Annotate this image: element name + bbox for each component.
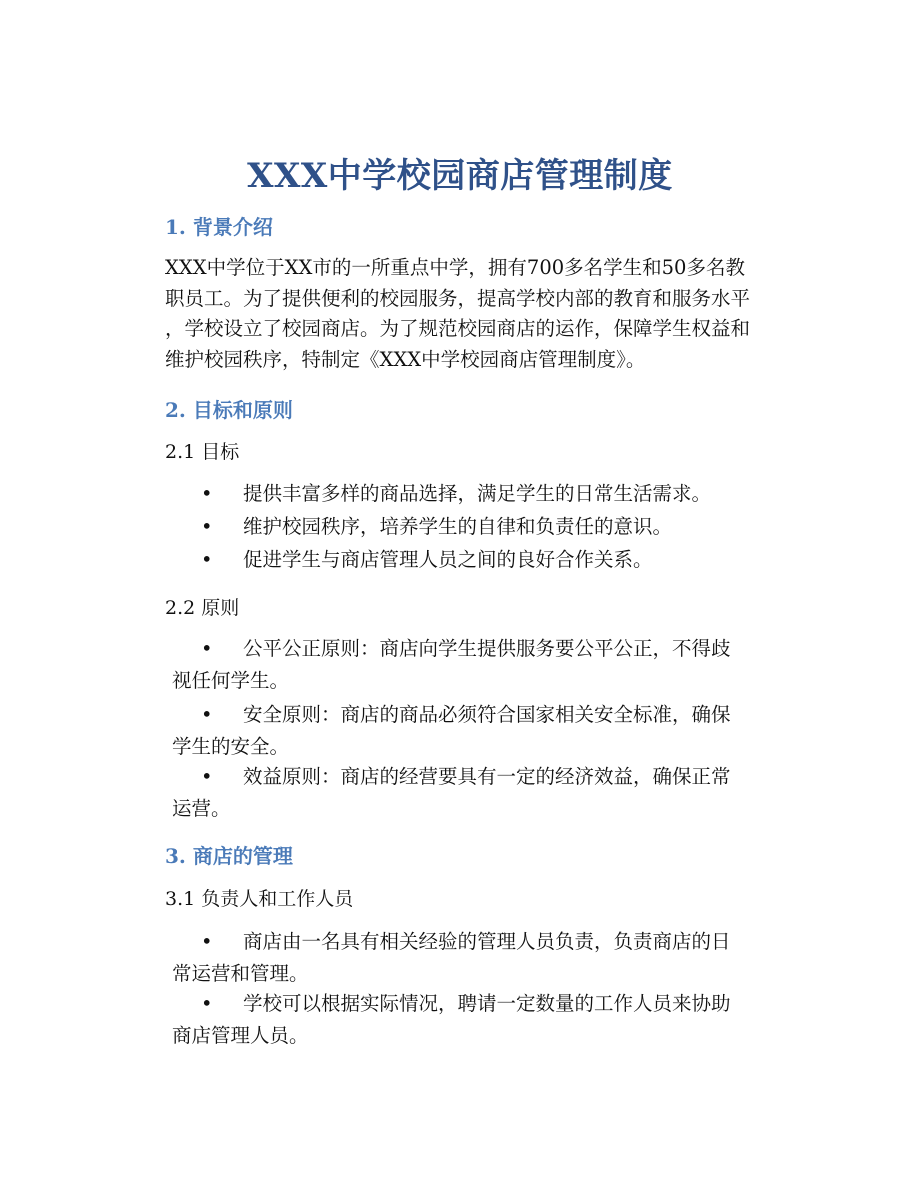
list-item-text: 提供丰富多样的商品选择，满足学生的日常生活需求。 [243, 482, 712, 505]
list-item-text-continued: 商店管理人员。 [172, 1024, 309, 1047]
paragraph-line: XXX中学位于XX市的一所重点中学，拥有700多名学生和50多名教 [165, 256, 745, 279]
bullet-icon: • [201, 703, 213, 726]
list-item-text: 维护校园秩序，培养学生的自律和负责任的意识。 [243, 515, 673, 538]
background-paragraph [165, 253, 775, 375]
list-item-text-continued: 学生的安全。 [172, 735, 290, 758]
bullet-icon: • [201, 992, 213, 1015]
section-heading-background: 1. 背景介绍 [165, 215, 273, 239]
bullet-icon: • [201, 515, 213, 538]
list-item [165, 478, 775, 510]
paragraph-line: ，学校设立了校园商店。为了规范校园商店的运作，保障学生权益和 [165, 317, 751, 340]
list-item-text: 促进学生与商店管理人员之间的良好合作关系。 [243, 548, 653, 571]
list-item [165, 511, 775, 543]
bullet-icon: • [201, 930, 213, 953]
list-item-text: 商店由一名具有相关经验的管理人员负责，负责商店的日 [243, 930, 731, 953]
document-title: XXX中学校园商店管理制度 [247, 156, 673, 196]
list-item-text: 安全原则：商店的商品必须符合国家相关安全标准，确保 [243, 703, 731, 726]
list-item-text-continued: 常运营和管理。 [172, 962, 309, 985]
subsection-label-goals: 2.1 目标 [165, 441, 240, 463]
list-item-text-continued: 视任何学生。 [172, 669, 290, 692]
bullet-icon: • [201, 482, 213, 505]
list-item-text: 效益原则：商店的经营要具有一定的经济效益，确保正常 [243, 765, 731, 788]
subsection-label-principles: 2.2 原则 [165, 597, 240, 619]
list-item-text: 学校可以根据实际情况，聘请一定数量的工作人员来协助 [243, 992, 731, 1015]
list-item [165, 544, 775, 576]
list-item-text: 公平公正原则：商店向学生提供服务要公平公正，不得歧 [243, 637, 731, 660]
section-heading-store-management: 3. 商店的管理 [165, 844, 293, 868]
bullet-icon: • [201, 765, 213, 788]
paragraph-line: 职员工。为了提供便利的校园服务，提高学校内部的教育和服务水平 [165, 286, 751, 310]
list-item-text-continued: 运营。 [172, 797, 231, 820]
section-heading-goals-principles: 2. 目标和原则 [165, 398, 293, 422]
list-item [165, 699, 775, 763]
list-item [165, 633, 775, 697]
list-item [165, 926, 775, 990]
list-item [165, 761, 775, 825]
bullet-icon: • [201, 637, 213, 660]
subsection-label-staff: 3.1 负责人和工作人员 [165, 888, 354, 910]
list-item [165, 988, 775, 1052]
paragraph-line: 维护校园秩序，特制定《XXX中学校园商店管理制度》。 [165, 347, 646, 371]
bullet-icon: • [201, 548, 213, 571]
